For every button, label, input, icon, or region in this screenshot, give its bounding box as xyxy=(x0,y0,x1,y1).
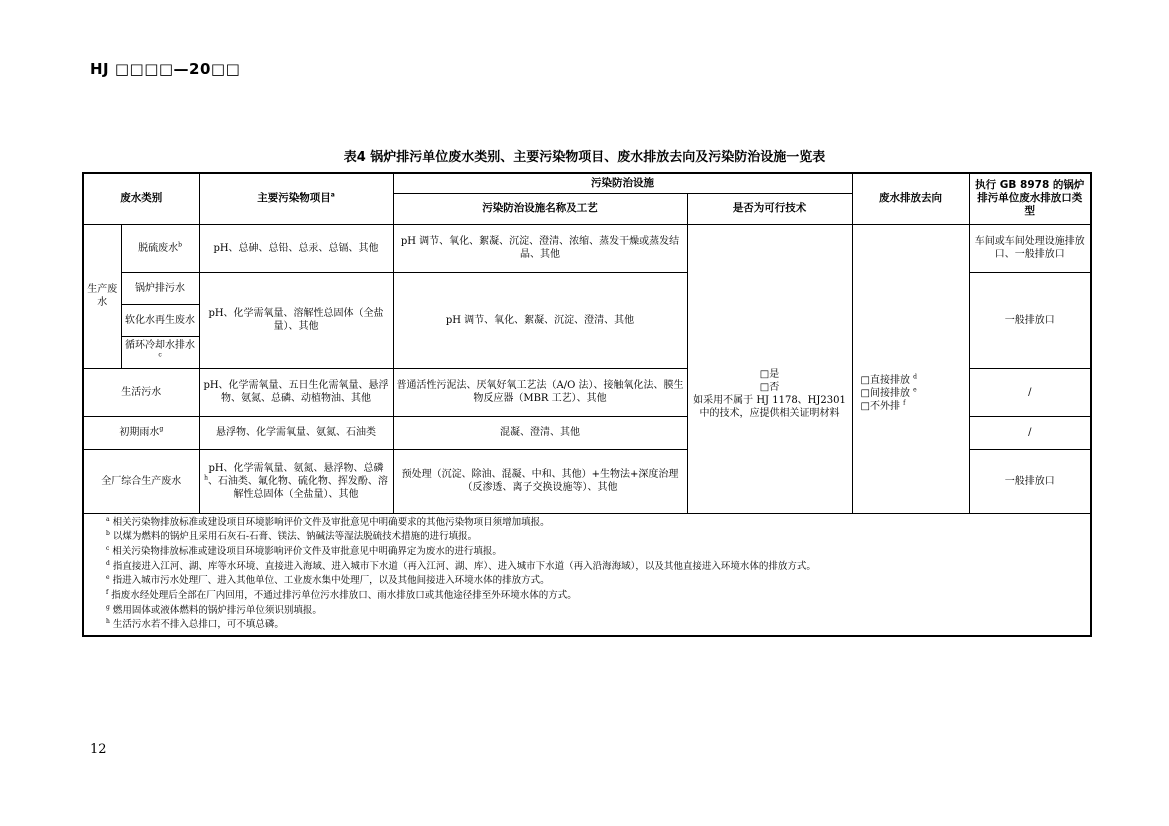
feasible-no: □否 xyxy=(759,381,780,393)
header-outlet-type: 执行 GB 8978 的锅炉排污单位废水排放口类型 xyxy=(969,173,1091,224)
note-d: $^d$ 指直接进入江河、湖、库等水环境、直接进入海域、进入城市下水道（再入江河、湖、库）、进入城市下水道（再入沿海海域），以及其他直接进入环境水体的排放方式。 xyxy=(106,559,816,572)
document-code: HJ □□□□—20□□ xyxy=(90,60,241,78)
type-desulfurization: 脱硫废水$^b$ xyxy=(121,224,199,272)
group-production-wastewater: 生产废水 xyxy=(83,224,121,368)
pollutants-plant-total: pH、化学需氧量、氨氮、悬浮物、总磷$^h$、石油类、氟化物、硫化物、挥发酚、溶解性总固体（全盐量）、其他 xyxy=(199,449,393,513)
header-facility-name: 污染防治设施名称及工艺 xyxy=(393,193,687,224)
note-c: $^c$ 相关污染物排放标准或建设项目环境影响评价文件及审批意见中明确界定为废水的进行填报。 xyxy=(106,544,502,557)
page-number: 12 xyxy=(90,742,107,757)
facility-production: pH 调节、氧化、絮凝、沉淀、澄清、其他 xyxy=(393,272,687,368)
type-rain: 初期雨水$^g$ xyxy=(83,416,199,449)
note-b: $^b$ 以煤为燃料的锅炉且采用石灰石-石膏、镁法、钠碱法等湿法脱硫技术措施的进行填报。 xyxy=(106,530,478,543)
note-h: $^h$ 生活污水若不排入总排口，可不填总磷。 xyxy=(106,618,284,631)
note-g: $^g$ 燃用固体或液体燃料的锅炉排污单位须识别填报。 xyxy=(106,603,322,616)
outlet-production: 一般排放口 xyxy=(969,272,1091,368)
pollutants-domestic: pH、化学需氧量、五日生化需氧量、悬浮物、氨氮、总磷、动植物油、其他 xyxy=(199,368,393,416)
type-plant-total: 全厂综合生产废水 xyxy=(83,449,199,513)
outlet-domestic: / xyxy=(969,368,1091,416)
type-softened-water: 软化水再生废水 xyxy=(121,304,199,336)
pollutants-desulfurization: pH、总砷、总铅、总汞、总镉、其他 xyxy=(199,224,393,272)
table-notes xyxy=(83,513,1091,636)
outlet-plant-total: 一般排放口 xyxy=(969,449,1091,513)
table-caption: 表4 锅炉排污单位废水类别、主要污染物项目、废水排放去向及污染防治设施一览表 xyxy=(343,150,826,165)
destination-indirect: □间接排放 $^e$ xyxy=(860,386,917,399)
facility-rain: 混凝、澄清、其他 xyxy=(393,416,687,449)
feasible-note: 如采用不属于 HJ 1178、HJ2301 中的技术，应提供相关证明材料 xyxy=(693,394,846,419)
note-a: $^a$ 相关污染物排放标准或建设项目环境影响评价文件及审批意见中明确要求的其他污染物项目须增加填报。 xyxy=(106,515,550,528)
facility-desulfurization: pH 调节、氧化、絮凝、沉淀、澄清、浓缩、蒸发干燥或蒸发结晶、其他 xyxy=(393,224,687,272)
facility-domestic: 普通活性污泥法、厌氧好氧工艺法（A/O 法）、接触氧化法、膜生物反应器（MBR 工艺）、其他 xyxy=(393,368,687,416)
wastewater-table xyxy=(82,172,1092,637)
destination-direct: □直接排放 $^d$ xyxy=(860,373,917,386)
type-boiler-blowdown: 锅炉排污水 xyxy=(121,272,199,304)
facility-plant-total: 预处理（沉淀、除油、混凝、中和、其他）+生物法+深度治理（反渗透、离子交换设施等）、其他 xyxy=(393,449,687,513)
type-domestic: 生活污水 xyxy=(83,368,199,416)
feasible-cell xyxy=(687,224,852,513)
outlet-rain: / xyxy=(969,416,1091,449)
pollutants-rain: 悬浮物、化学需氧量、氨氮、石油类 xyxy=(199,416,393,449)
destination-none: □不外排 $^f$ xyxy=(860,399,906,412)
header-feasible: 是否为可行技术 xyxy=(687,193,852,224)
note-f: $^f$ 指废水经处理后全部在厂内回用，不通过排污单位污水排放口、雨水排放口或其他途径排至外环境水体的方式。 xyxy=(106,588,577,602)
header-wastewater-type: 废水类别 xyxy=(83,173,199,224)
type-cooling-water: 循环冷却水排水$^c$ xyxy=(121,336,199,368)
outlet-desulfurization: 车间或车间处理设施排放口、一般排放口 xyxy=(969,224,1091,272)
feasible-yes: □是 xyxy=(759,368,780,380)
pollutants-production: pH、化学需氧量、溶解性总固体（全盐量）、其他 xyxy=(199,272,393,368)
note-e: $^e$ 指进入城市污水处理厂、进入其他单位、工业废水集中处理厂，以及其他间接进入环境水体的排放方式。 xyxy=(106,574,550,587)
header-facility-group: 污染防治设施 xyxy=(393,173,852,193)
header-destination: 废水排放去向 xyxy=(852,173,969,224)
destination-cell xyxy=(852,224,969,513)
header-pollutants: 主要污染物项目$^a$ xyxy=(199,173,393,224)
